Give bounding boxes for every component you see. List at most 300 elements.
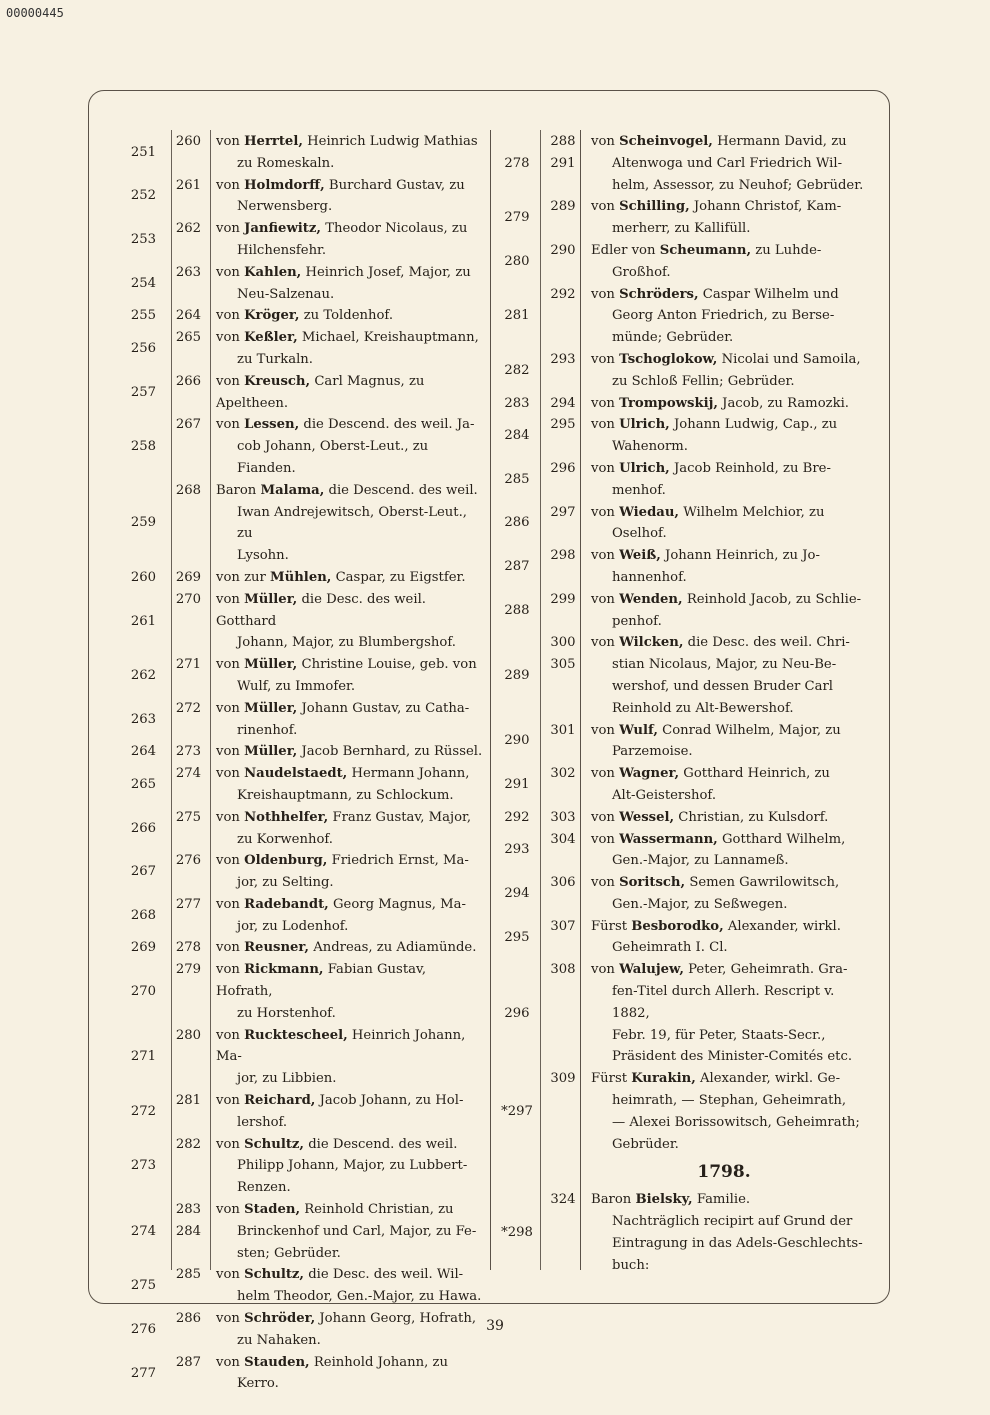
register-entry — [121, 262, 486, 306]
entry-line: Nerwensberg. — [237, 199, 333, 215]
record-number-value: 308 — [550, 962, 576, 978]
register-entry — [493, 284, 865, 349]
register-entry — [121, 894, 486, 938]
entry-number: 274 — [130, 1223, 157, 1239]
family-name: Malama, — [260, 482, 325, 498]
entry-text — [585, 131, 865, 196]
entry-prefix: von — [591, 722, 615, 738]
register-entry — [493, 720, 865, 764]
record-number — [166, 1134, 211, 1199]
record-number-value: 261 — [175, 177, 202, 193]
entry-text — [585, 807, 865, 829]
entry-line: Kreishauptmann, zu Schlockum. — [237, 787, 454, 803]
register-entry — [121, 850, 486, 894]
family-name: Müller, — [244, 700, 298, 716]
entry-text — [211, 654, 486, 698]
entry-text — [211, 262, 486, 306]
entry-prefix: von — [216, 744, 240, 760]
entry-text — [211, 480, 486, 567]
family-name: Staden, — [244, 1202, 301, 1218]
family-name: Keßler, — [244, 330, 298, 346]
entry-prefix: von — [591, 199, 615, 215]
entry-number: 273 — [130, 1158, 157, 1174]
entry-prefix: von — [591, 286, 615, 302]
register-entry — [121, 327, 486, 371]
entry-line: Reinhold zu Alt-Bewershof. — [612, 700, 794, 716]
entry-line: jor, zu Lodenhof. — [237, 918, 349, 934]
entry-line: Conrad Wilhelm, Major, zu — [662, 722, 841, 738]
entry-number: 296 — [504, 1005, 530, 1021]
record-number — [166, 741, 211, 763]
entry-prefix: von — [216, 766, 240, 782]
family-name: Rucktescheel, — [244, 1027, 348, 1043]
entry-prefix: von — [591, 591, 615, 607]
register-entry — [121, 175, 486, 219]
family-name: Soritsch, — [619, 875, 686, 891]
entry-text — [211, 850, 486, 894]
entry-text — [211, 763, 486, 807]
record-number — [541, 872, 585, 916]
record-number-value: 268 — [175, 482, 202, 498]
entry-line: Peter, Geheimrath. Gra- — [688, 962, 848, 978]
record-number-value: 298 — [550, 548, 576, 564]
column-rule — [490, 130, 491, 1270]
entry-number: 293 — [504, 842, 530, 858]
register-entry — [121, 1199, 486, 1264]
register-entry — [493, 393, 865, 415]
entry-text — [585, 763, 865, 807]
register-entry — [493, 502, 865, 546]
record-number-value: 278 — [175, 940, 202, 956]
record-number — [166, 305, 211, 327]
family-name: Wagner, — [619, 766, 680, 782]
register-entry — [121, 589, 486, 654]
entry-prefix: von — [591, 635, 615, 651]
register-entry — [493, 632, 865, 719]
family-name: Weiß, — [619, 548, 661, 564]
record-number — [541, 240, 585, 284]
family-name: Schröder, — [244, 1311, 316, 1327]
entry-text — [211, 1352, 486, 1396]
record-number-value: 266 — [175, 373, 202, 389]
entry-line: Carl Magnus, zu Apeltheen. — [216, 373, 425, 411]
entry-number: *298 — [501, 1225, 533, 1241]
record-number — [541, 1189, 585, 1276]
entry-prefix: von zur — [216, 569, 266, 585]
entry-prefix: von — [591, 504, 615, 520]
record-number — [166, 850, 211, 894]
entry-prefix: von — [591, 962, 615, 978]
entry-text — [585, 545, 865, 589]
entry-text — [211, 175, 486, 219]
entry-line: Christine Louise, geb. von — [301, 657, 477, 673]
record-number-value: 293 — [550, 351, 576, 367]
record-number-value: 307 — [550, 918, 576, 934]
entry-line: helm, Assessor, zu Neuhof; Gebrüder. — [612, 177, 864, 193]
register-entry — [121, 1090, 486, 1134]
entry-text — [585, 196, 865, 240]
entry-line: Wilhelm Melchior, zu — [683, 504, 825, 520]
register-entry — [493, 916, 865, 960]
record-number-value: 270 — [175, 591, 202, 607]
family-name: Wiedau, — [619, 504, 680, 520]
entry-number: 256 — [130, 341, 157, 357]
entry-text — [211, 218, 486, 262]
entry-prefix: von — [591, 417, 615, 433]
entry-line: jor, zu Selting. — [237, 875, 334, 891]
register-entry — [121, 807, 486, 851]
entry-text — [585, 959, 865, 1068]
entry-number: 267 — [130, 864, 157, 880]
record-number — [166, 807, 211, 851]
entry-line: Reinhold Johann, zu — [313, 1354, 448, 1370]
register-entry — [493, 458, 865, 502]
record-number-value: 304 — [550, 831, 576, 847]
record-number — [541, 632, 585, 719]
entry-prefix: von — [591, 809, 615, 825]
record-number-value: 279 — [175, 962, 202, 978]
entry-line: Heinrich Josef, Major, zu — [305, 264, 471, 280]
entry-line: Eintragung in das Adels-Geschlechts- — [612, 1236, 863, 1252]
entry-line: Jacob, zu Ramozki. — [722, 395, 849, 411]
record-number-value: 281 — [175, 1093, 202, 1109]
entry-prefix: von — [216, 308, 240, 324]
register-entry — [121, 1134, 486, 1199]
family-name: Kröger, — [244, 308, 300, 324]
record-number-value: 267 — [175, 417, 202, 433]
entry-line: penhof. — [612, 613, 662, 629]
record-number — [166, 327, 211, 371]
entry-line: zu Schloß Fellin; Gebrüder. — [612, 373, 795, 389]
entry-number: 259 — [130, 515, 157, 531]
family-name: Kreusch, — [244, 373, 311, 389]
record-number — [166, 1090, 211, 1134]
record-number-value: 301 — [550, 722, 576, 738]
entry-line: Franz Gustav, Major, — [332, 809, 472, 825]
entry-line: helm Theodor, Gen.-Major, zu Hawa. — [237, 1289, 482, 1305]
register-entry — [121, 763, 486, 807]
entry-number: 278 — [504, 155, 530, 171]
family-name: Müller, — [244, 657, 298, 673]
record-number — [166, 371, 211, 415]
family-name: Oldenburg, — [244, 853, 328, 869]
record-number-value: 276 — [175, 853, 202, 869]
record-number — [541, 1068, 585, 1155]
entry-number: 286 — [504, 515, 530, 531]
entry-prefix: Fürst — [591, 918, 628, 934]
record-number-value: 264 — [175, 308, 202, 324]
family-name: Lessen, — [244, 417, 300, 433]
right-column — [493, 131, 865, 1277]
entry-text — [211, 1264, 486, 1308]
record-number-value: 324 — [550, 1192, 576, 1208]
page-id: 00000445 — [6, 6, 64, 20]
family-name: Radebandt, — [244, 896, 329, 912]
record-number — [541, 720, 585, 764]
entry-text — [585, 720, 865, 764]
entry-text — [585, 393, 865, 415]
entry-line: Andreas, zu Adiamünde. — [313, 940, 477, 956]
record-number — [166, 131, 211, 175]
entry-line: Hermann Johann, — [351, 766, 470, 782]
entry-prefix: von — [216, 591, 240, 607]
entry-line: zu Korwenhof. — [237, 831, 333, 847]
entry-line: die Desc. des weil. Gotthard — [216, 591, 426, 629]
entry-text — [585, 502, 865, 546]
family-name: Rickmann, — [244, 962, 324, 978]
entry-number: 295 — [504, 929, 530, 945]
family-name: Wilcken, — [619, 635, 684, 651]
record-number-value: 305 — [550, 657, 576, 673]
entry-prefix: von — [216, 1267, 240, 1283]
record-number — [166, 567, 211, 589]
record-number-value: 275 — [175, 809, 202, 825]
entry-text — [211, 567, 486, 589]
entry-prefix: von — [216, 809, 240, 825]
record-number — [541, 829, 585, 873]
entry-number: 280 — [504, 253, 530, 269]
entry-number: 284 — [504, 428, 530, 444]
register-entry — [493, 545, 865, 589]
record-number-value: 296 — [550, 460, 576, 476]
entry-line: rinenhof. — [237, 722, 298, 738]
entry-number: 271 — [130, 1049, 157, 1065]
entry-line: Parzemoise. — [612, 744, 693, 760]
register-entry — [121, 698, 486, 742]
entry-line: Hermann David, zu — [717, 134, 847, 149]
entry-line: Familie. — [696, 1192, 751, 1208]
entry-line: Johann, Major, zu Blumbergshof. — [237, 635, 456, 651]
family-name: Naudelstaedt, — [244, 766, 348, 782]
entry-line: Gotthard Wilhelm, — [721, 831, 846, 847]
entry-prefix: von — [216, 940, 240, 956]
record-number — [166, 959, 211, 1024]
entry-number: 261 — [130, 613, 157, 629]
entry-line: Johann Ludwig, Cap., zu — [673, 417, 838, 433]
family-name: Müller, — [244, 744, 298, 760]
entry-number: 270 — [130, 984, 157, 1000]
record-number — [166, 654, 211, 698]
entry-line: heimrath, — Stephan, Geheimrath, — [612, 1093, 847, 1109]
entry-line: Renzen. — [237, 1180, 291, 1196]
entry-line: Johann Christof, Kam- — [693, 199, 842, 215]
entry-prefix: von — [216, 1354, 240, 1370]
entry-text — [585, 916, 865, 960]
entry-line: Gen.-Major, zu Seßwegen. — [612, 896, 788, 912]
entry-line: Geheimrath I. Cl. — [612, 940, 728, 956]
register-entry — [493, 1068, 865, 1155]
entry-line: Gebrüder. — [612, 1136, 679, 1152]
record-number — [166, 763, 211, 807]
record-number — [541, 284, 585, 349]
register-entry — [121, 414, 486, 479]
entry-prefix: von — [216, 1202, 240, 1218]
entry-line: cob Johann, Oberst-Leut., zu Fianden. — [237, 439, 429, 476]
entry-text — [211, 937, 486, 959]
left-column — [121, 131, 486, 1395]
entry-line: Jacob Johann, zu Hol- — [319, 1093, 464, 1109]
entry-line: die Desc. des weil. Wil- — [308, 1267, 464, 1283]
entry-line: jor, zu Libbien. — [237, 1071, 337, 1087]
register-entry — [121, 567, 486, 589]
entry-line: stian Nicolaus, Major, zu Neu-Be- — [612, 657, 837, 673]
entry-text — [585, 458, 865, 502]
entry-text — [585, 240, 865, 284]
entry-text — [585, 872, 865, 916]
family-name: Trompowskij, — [619, 395, 718, 411]
record-number — [541, 196, 585, 240]
record-number-value: 282 — [175, 1136, 202, 1152]
family-name: Schultz, — [244, 1267, 305, 1283]
register-entry — [121, 654, 486, 698]
entry-text — [211, 698, 486, 742]
register-entry — [493, 872, 865, 916]
entry-text — [585, 829, 865, 873]
entry-line: menhof. — [612, 482, 666, 498]
record-number — [166, 480, 211, 567]
family-name: Wessel, — [619, 809, 675, 825]
register-entry — [493, 414, 865, 458]
entry-line: zu Turkaln. — [237, 351, 313, 367]
record-number-value: 285 — [175, 1267, 202, 1283]
family-name: Herrtel, — [244, 134, 303, 149]
register-entry — [493, 589, 865, 633]
record-number-value: 283 — [175, 1202, 202, 1218]
record-number-value: 269 — [175, 569, 202, 585]
entry-line: Johann Heinrich, zu Jo- — [665, 548, 820, 564]
record-number — [541, 545, 585, 589]
entry-line: Febr. 19, für Peter, Staats-Secr., — [612, 1027, 826, 1043]
register-entry — [121, 959, 486, 1024]
entry-number: 276 — [130, 1321, 157, 1337]
entry-text — [211, 1090, 486, 1134]
entry-prefix: von — [216, 417, 240, 433]
record-number-value: 260 — [175, 134, 202, 149]
entry-prefix: von — [216, 853, 240, 869]
entry-prefix: Baron — [216, 482, 257, 498]
register-entry — [493, 1189, 865, 1276]
record-number-value: 288 — [550, 134, 576, 149]
record-number — [166, 218, 211, 262]
entry-number: 282 — [504, 362, 530, 378]
entry-number: 263 — [130, 711, 157, 727]
register-entry — [121, 1025, 486, 1090]
entry-number: 266 — [130, 820, 157, 836]
entry-text — [211, 414, 486, 479]
entry-prefix: von — [216, 657, 240, 673]
entry-prefix: von — [216, 962, 240, 978]
register-entry — [493, 763, 865, 807]
record-number — [541, 807, 585, 829]
family-name: Walujew, — [619, 962, 684, 978]
register-entry — [121, 937, 486, 959]
family-name: Schröders, — [619, 286, 699, 302]
record-number-value: 265 — [175, 330, 202, 346]
entry-line: Neu-Salzenau. — [237, 286, 335, 302]
record-number-value: 287 — [175, 1354, 202, 1370]
entry-number: 260 — [130, 569, 157, 585]
record-number-value: 286 — [175, 1311, 202, 1327]
entry-line: Johann Georg, Hofrath, — [319, 1311, 477, 1327]
family-name: Ulrich, — [619, 460, 670, 476]
register-entry — [493, 807, 865, 829]
entry-line: Alexander, wirkl. Ge- — [700, 1071, 841, 1087]
register-entry — [493, 829, 865, 873]
entry-prefix: von — [591, 134, 615, 149]
entry-prefix: von — [216, 1093, 240, 1109]
entry-line: wershof, und dessen Bruder Carl — [612, 678, 833, 694]
entry-prefix: von — [216, 177, 240, 193]
record-number — [541, 959, 585, 1068]
entry-line: Hilchensfehr. — [237, 242, 327, 258]
register-entry — [121, 1264, 486, 1308]
entry-text — [211, 807, 486, 851]
record-number-value: 299 — [550, 591, 576, 607]
record-number — [541, 589, 585, 633]
entry-text — [585, 589, 865, 633]
entry-line: die Descend. des weil. Ja- — [303, 417, 475, 433]
record-number — [166, 1025, 211, 1090]
family-name: Wassermann, — [619, 831, 718, 847]
entry-line: zu Luhde- — [755, 242, 822, 258]
family-name: Holmdorff, — [244, 177, 325, 193]
family-name: Mühlen, — [270, 569, 332, 585]
family-name: Ulrich, — [619, 417, 670, 433]
entry-number: 257 — [130, 384, 157, 400]
entry-prefix: von — [591, 831, 615, 847]
family-name: Wenden, — [619, 591, 683, 607]
entry-text — [585, 414, 865, 458]
entry-number: 294 — [504, 885, 530, 901]
record-number-value: 263 — [175, 264, 202, 280]
entry-number: 272 — [130, 1103, 157, 1119]
register-entry — [493, 959, 865, 1068]
family-name: Janfiewitz, — [244, 221, 321, 237]
register-entry — [121, 218, 486, 262]
entry-prefix: von — [591, 460, 615, 476]
family-name: Kahlen, — [244, 264, 302, 280]
record-number-value: 294 — [550, 395, 576, 411]
family-name: Scheumann, — [659, 242, 752, 258]
entry-prefix: von — [216, 896, 240, 912]
family-name: Bielsky, — [635, 1192, 693, 1208]
entry-line: Jacob Bernhard, zu Rüssel. — [301, 744, 483, 760]
entry-number: 285 — [504, 471, 530, 487]
entry-line: Georg Magnus, Ma- — [332, 896, 466, 912]
record-number — [166, 894, 211, 938]
entry-text — [585, 1068, 865, 1155]
entry-number: 262 — [130, 668, 157, 684]
entry-line: Großhof. — [612, 264, 671, 280]
entry-line: Heinrich Ludwig Mathias — [307, 134, 478, 149]
entry-prefix: Edler von — [591, 242, 656, 258]
register-entry — [493, 240, 865, 284]
entry-number: 264 — [130, 744, 157, 760]
record-number — [166, 1264, 211, 1308]
entry-number: 258 — [130, 439, 157, 455]
entry-text — [211, 1134, 486, 1199]
family-name: Besborodko, — [631, 918, 724, 934]
entry-line: Gen.-Major, zu Lannameß. — [612, 853, 789, 869]
register-entry — [121, 131, 486, 175]
entry-line: Nachträglich recipirt auf Grund der — [612, 1214, 853, 1230]
record-number-value: 295 — [550, 417, 576, 433]
register-entry — [121, 371, 486, 415]
entry-line: Reinhold Jacob, zu Schlie- — [686, 591, 862, 607]
entry-number: 291 — [504, 777, 530, 792]
record-number — [166, 1199, 211, 1264]
entry-line: Iwan Andrejewitsch, Oberst-Leut., zu — [237, 504, 467, 542]
